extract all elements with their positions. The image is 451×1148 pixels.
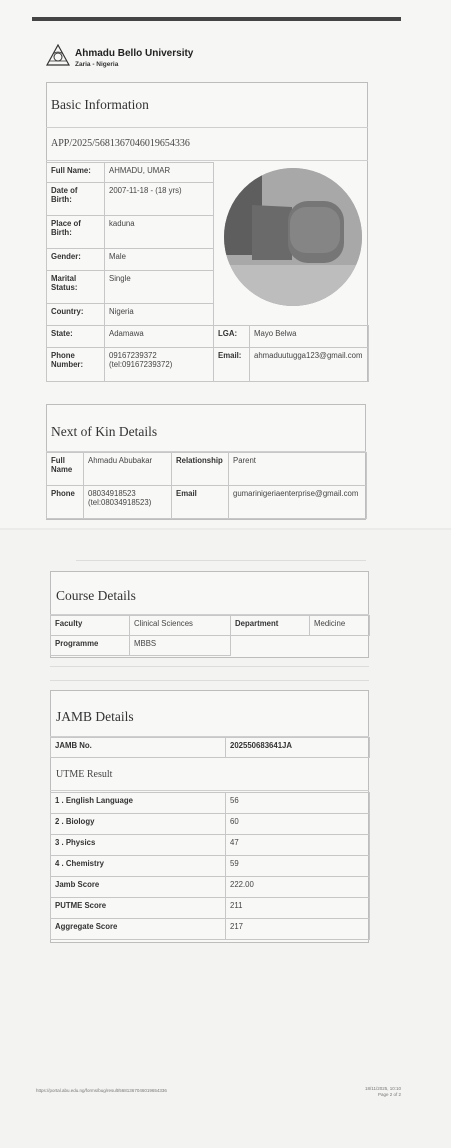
state-label: State: xyxy=(47,326,105,348)
department-label: Department xyxy=(231,616,310,636)
basic-info-table-bottom xyxy=(46,325,369,382)
divider xyxy=(46,160,368,161)
dob-label: Date of Birth: xyxy=(47,183,105,216)
state-value: Adamawa xyxy=(105,326,214,348)
footer-url: https://portal.abu.edu.ng/forms/bug/result/5681367046019654336 xyxy=(36,1088,167,1093)
utme-results-table xyxy=(50,792,370,940)
kin-name-value: Ahmadu Abubakar xyxy=(84,453,172,486)
full-name-value: AHMADU, UMAR xyxy=(105,163,214,183)
applicant-photo xyxy=(222,165,364,310)
lga-value: Mayo Belwa xyxy=(250,326,369,348)
putme-score-value: 211 xyxy=(226,898,370,919)
faculty-label: Faculty xyxy=(51,616,130,636)
result-label: 1 . English Language xyxy=(51,793,226,814)
jamb-title: JAMB Details xyxy=(56,709,134,724)
divider xyxy=(46,127,368,128)
aggregate-score-label: Aggregate Score xyxy=(51,919,226,940)
kin-email-label: Email xyxy=(172,486,229,519)
divider xyxy=(50,680,369,681)
result-label: 3 . Physics xyxy=(51,835,226,856)
phone-label: Phone Number: xyxy=(47,348,105,382)
programme-value: MBBS xyxy=(130,636,231,656)
basic-info-table xyxy=(46,162,214,326)
kin-name-label: Full Name xyxy=(47,453,84,486)
email-label: Email: xyxy=(214,348,250,382)
jamb-score-value: 222.00 xyxy=(226,877,370,898)
divider xyxy=(50,790,369,791)
faculty-value: Clinical Sciences xyxy=(130,616,231,636)
result-value: 47 xyxy=(226,835,370,856)
divider xyxy=(50,666,369,667)
kin-relationship-value: Parent xyxy=(229,453,367,486)
result-value: 59 xyxy=(226,856,370,877)
result-label: 2 . Biology xyxy=(51,814,226,835)
jamb-no-label: JAMB No. xyxy=(51,738,226,758)
jamb-number-table xyxy=(50,737,370,758)
university-logo-icon xyxy=(46,44,70,66)
aggregate-score-value: 217 xyxy=(226,919,370,940)
university-name: Ahmadu Bello University xyxy=(75,48,194,59)
country-value: Nigeria xyxy=(105,304,214,326)
full-name-label: Full Name: xyxy=(47,163,105,183)
utme-result-title: UTME Result xyxy=(56,769,113,780)
basic-info-title: Basic Information xyxy=(51,97,149,112)
gender-label: Gender: xyxy=(47,249,105,271)
marital-label: Marital Status: xyxy=(47,271,105,304)
course-table xyxy=(50,615,370,656)
jamb-no-value: 202550683641JA xyxy=(226,738,370,758)
footer-page: Page 2 of 2 xyxy=(377,1092,401,1097)
department-value: Medicine xyxy=(310,616,370,636)
result-value: 56 xyxy=(226,793,370,814)
application-number: APP/2025/5681367046019654336 xyxy=(51,138,190,149)
kin-relationship-label: Relationship xyxy=(172,453,229,486)
putme-score-label: PUTME Score xyxy=(51,898,226,919)
phone-value: 09167239372 (tel:09167239372) xyxy=(105,348,214,382)
university-location: Zaria - Nigeria xyxy=(75,61,119,68)
footer-date: 18/11/2025, 10:10 xyxy=(365,1086,401,1091)
next-of-kin-title: Next of Kin Details xyxy=(51,424,158,439)
email-value: ahmaduutugga123@gmail.com xyxy=(250,348,369,382)
header-rule xyxy=(32,17,401,21)
footer-meta xyxy=(365,1086,401,1098)
programme-label: Programme xyxy=(51,636,130,656)
dob-value: 2007-11-18 - (18 yrs) xyxy=(105,183,214,216)
kin-phone-value: 08034918523 (tel:08034918523) xyxy=(84,486,172,519)
kin-email-value: gumarinigeriaenterprise@gmail.com xyxy=(229,486,367,519)
course-title: Course Details xyxy=(56,588,136,603)
divider xyxy=(76,560,366,561)
lga-label: LGA: xyxy=(214,326,250,348)
country-label: Country: xyxy=(47,304,105,326)
pob-label: Place of Birth: xyxy=(47,216,105,249)
gender-value: Male xyxy=(105,249,214,271)
result-value: 60 xyxy=(226,814,370,835)
pob-value: kaduna xyxy=(105,216,214,249)
result-label: 4 . Chemistry xyxy=(51,856,226,877)
marital-value: Single xyxy=(105,271,214,304)
jamb-score-label: Jamb Score xyxy=(51,877,226,898)
next-of-kin-table xyxy=(46,452,367,519)
kin-phone-label: Phone xyxy=(47,486,84,519)
